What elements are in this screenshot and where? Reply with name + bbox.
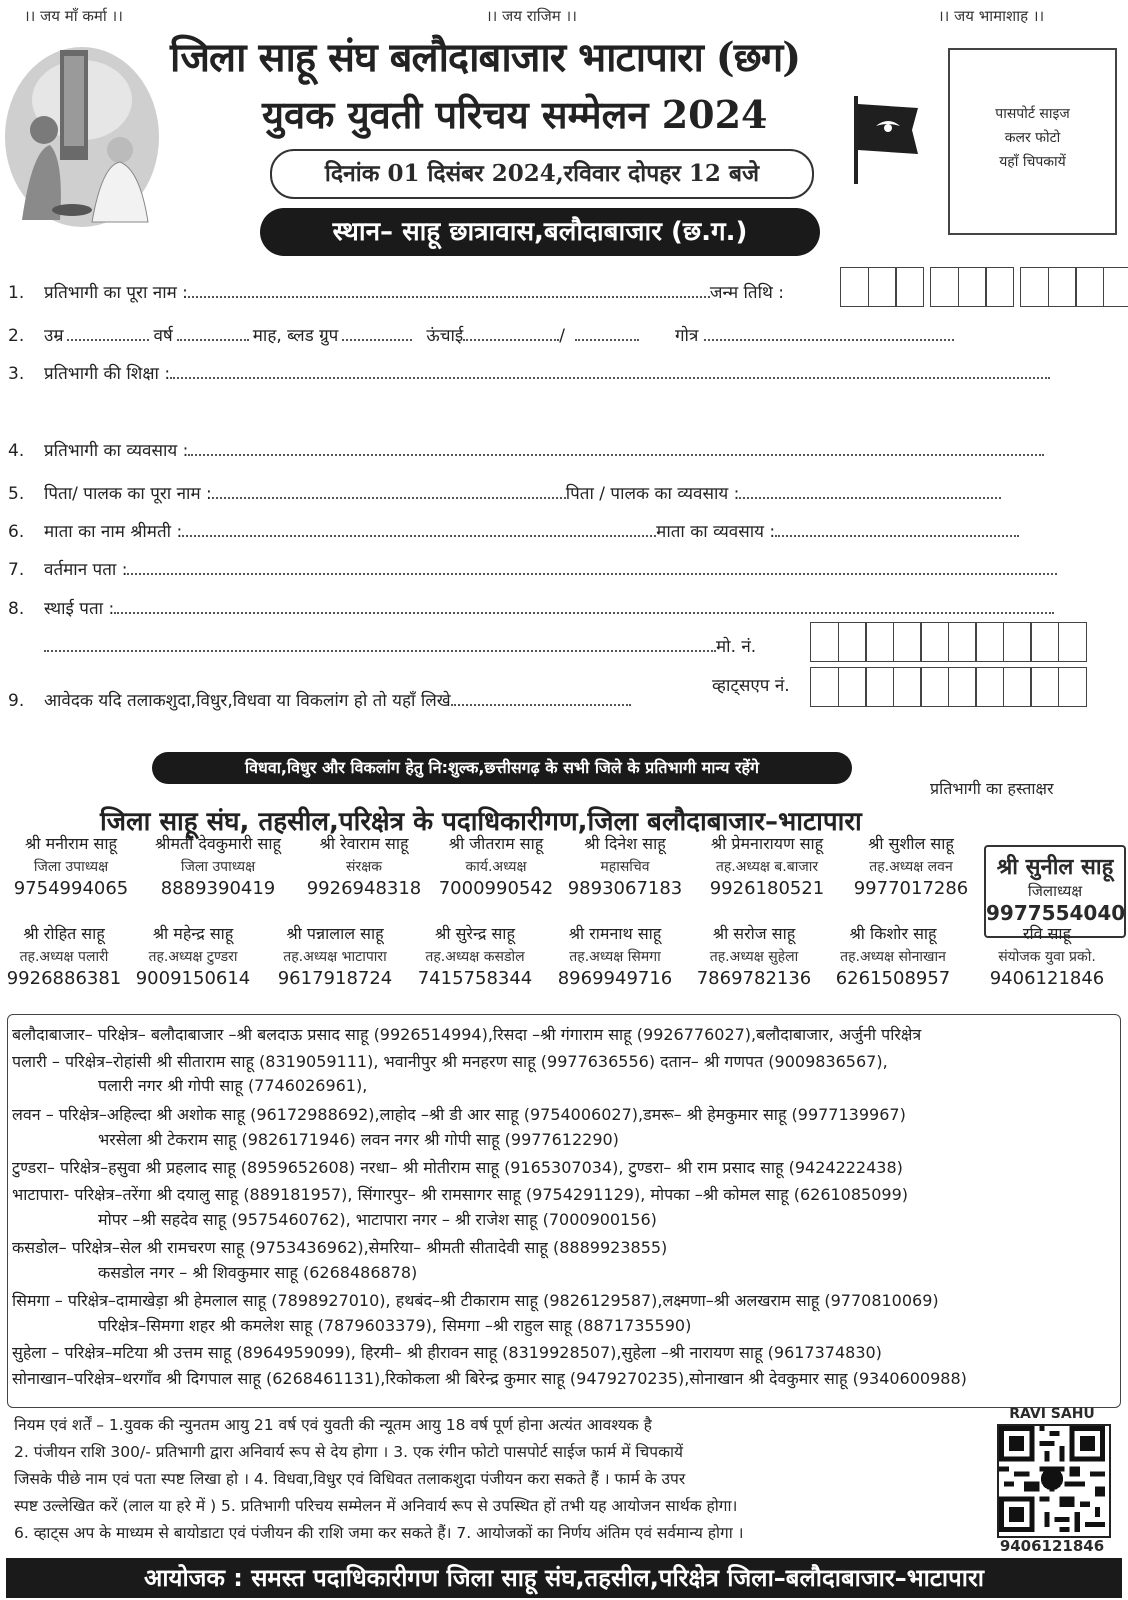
- officer-phone: 6261508957: [835, 968, 951, 989]
- officer-name: श्री रेवाराम साहू: [319, 834, 409, 853]
- officer-role: तह.अध्यक्ष भाटापारा: [283, 949, 387, 965]
- officer-role: जिला उपाध्यक्ष: [33, 859, 109, 875]
- notice-banner: विधवा,विधुर और विकलांग हेतु नि:शुल्क,छत्तीसगढ़ के सभी जिले के प्रतिभागी मान्य रहेंगे: [152, 752, 852, 784]
- field-number: 4.: [8, 441, 25, 461]
- officer-phone: 8889390419: [160, 878, 276, 899]
- father-occupation-label: पिता / पालक का व्यवसाय :: [565, 484, 740, 504]
- area-line: मोपर –श्री सहदेव साहू (9575460762), भाटापारा नगर – श्री राजेश साहू (7000900156): [98, 1210, 657, 1229]
- whatsapp-boxes[interactable]: [810, 667, 1085, 707]
- header-jay-rajim: ।। जय राजिम ।।: [486, 7, 577, 25]
- field-number: 5.: [8, 484, 25, 504]
- blood-group-input[interactable]: [342, 325, 412, 341]
- father-name-input[interactable]: [212, 483, 566, 499]
- officer-name: श्री दिनेश साहू: [584, 834, 666, 853]
- years-label: वर्ष: [153, 326, 173, 346]
- mobile-label: मो. नं.: [716, 637, 757, 657]
- officer-name: श्री सरोज साहू: [712, 924, 796, 943]
- current-address-input[interactable]: [127, 559, 1057, 575]
- area-line: टुण्डरा– परिक्षेत्र–हसुवा श्री प्रहलाद साहू (8959652608) नरधा– श्री मोतीराम साहू (9165307034), टुण्डरा– श्री राम प्रसाद साहू (9424222438): [12, 1158, 903, 1177]
- field-number: 8.: [8, 599, 25, 619]
- president-name: श्री सुनील साहू: [996, 855, 1114, 880]
- field-mobile: [44, 634, 756, 657]
- field-label: प्रतिभागी का पूरा नाम :: [44, 283, 188, 303]
- area-line: सुहेला – परिक्षेत्र–मटिया श्री उत्तम साहू (8964959099), हिरमी– श्री हीरावन साहू (8319928507),सुहेला –श्री नारायण साहू (9617374830): [12, 1343, 882, 1362]
- officer-name: श्री पन्नालाल साहू: [286, 924, 384, 943]
- area-line: लवन – परिक्षेत्र–अहिल्दा श्री अशोक साहू (96172988692),लाहोद –श्री डी आर साहू (9754006027),डमरू– श्री हेमकुमार साहू (9977139967): [12, 1105, 906, 1124]
- area-line: कसडोल नगर – श्री शिवकुमार साहू (6268486878): [98, 1263, 418, 1282]
- whatsapp-label: व्हाट्सएप नं.: [712, 676, 790, 696]
- officer-phone: 7415758344: [417, 968, 533, 989]
- event-date: दिनांक 01 दिसंबर 2024,रविवार दोपहर 12 बजे: [270, 149, 814, 199]
- dob-boxes[interactable]: [840, 267, 1128, 307]
- mother-name-label: माता का नाम श्रीमती :: [44, 522, 183, 542]
- officer-name: श्री रामनाथ साहू: [568, 924, 662, 943]
- officers-title: जिला साहू संघ, तहसील,परिक्षेत्र के पदाधिकारीगण,जिला बलौदाबाजार–भाटापारा: [100, 807, 862, 837]
- flag-icon: [852, 94, 922, 186]
- mother-name-input[interactable]: [182, 521, 656, 537]
- officer-name: रवि साहू: [1022, 924, 1072, 943]
- officer-role: तह.अध्यक्ष लवन: [869, 859, 953, 875]
- officer-phone: 9754994065: [13, 878, 129, 899]
- area-coordinators-box: [7, 1014, 1121, 1408]
- officer-name: श्री जीतराम साहू: [448, 834, 544, 853]
- area-line: पलारी – परिक्षेत्र–रोहांसी श्री सीताराम साहू (8319059111), भवानीपुर श्री मनहरण साहू (9977636556) दतान– श्री गणपत (9009836567),: [12, 1052, 888, 1071]
- officer-card: [410, 922, 540, 989]
- officer-phone: 9617918724: [277, 968, 393, 989]
- field-number: 2.: [8, 326, 25, 346]
- rule-line: स्पष्ट उल्लेखित करें (लाल या हरे में ) 5. प्रतिभागी परिचय सम्मेलन में अनिवार्य रूप से उपस्थित हों तभी यह आयोजन सार्थक होगा।: [14, 1497, 738, 1515]
- photo-label-2: कलर फोटो: [1004, 130, 1061, 146]
- officer-name: श्री रोहित साहू: [23, 924, 105, 943]
- mobile-boxes[interactable]: [810, 622, 1085, 662]
- field-number: 6.: [8, 522, 25, 542]
- officer-role: तह.अध्यक्ष सोनाखान: [840, 949, 946, 965]
- officer-card: [126, 922, 260, 989]
- area-line: भरसेला श्री टेकराम साहू (9826171946) लवन नगर श्री गोपी साहू (9977612290): [98, 1130, 619, 1149]
- officer-name: श्री महेन्द्र साहू: [152, 924, 234, 943]
- field-current-address: [8, 557, 1057, 580]
- gotra-label: गोत्र: [674, 326, 699, 346]
- officer-phone: 9893067183: [567, 878, 683, 899]
- permanent-address-input-2[interactable]: [44, 636, 716, 652]
- header-jay-karma: ।। जय माँ कर्मा ।।: [24, 7, 123, 25]
- officer-role: जिला उपाध्यक्ष: [180, 859, 256, 875]
- rule-line: 6. व्हाट्स अप के माध्यम से बायोडाटा एवं पंजीयन की राशि जमा कर सकते हैं। 7. आयोजकों का निर्णय अंतिम एवं सर्वमान्य होगा ।: [14, 1524, 744, 1542]
- field-number: 3.: [8, 364, 25, 384]
- height-input-in[interactable]: [575, 325, 639, 341]
- qr-label-top: RAVI SAHU: [1009, 1406, 1095, 1422]
- father-name-label: पिता/ पालक का पूरा नाम :: [44, 484, 212, 504]
- area-line: बलौदाबाजार– परिक्षेत्र– बलौदाबाजार –श्री बलदाऊ प्रसाद साहू (9926514994),रिसदा –श्री गंगाराम साहू (9926776027),बलौदाबाजार, अर्जुनी परिक्षेत्र: [12, 1025, 922, 1044]
- field-permanent-address: [8, 596, 1054, 619]
- field-participant-name: [8, 280, 784, 303]
- officer-phone: 9009150614: [135, 968, 251, 989]
- officer-phone: 9406121846: [989, 968, 1105, 989]
- age-months-input[interactable]: [177, 325, 249, 341]
- officer-role: तह.अध्यक्ष सिमगा: [569, 949, 661, 965]
- officer-card: [968, 922, 1126, 989]
- officer-phone: 7869782136: [696, 968, 812, 989]
- officer-card: [818, 922, 968, 989]
- officer-role: तह.अध्यक्ष सुहेला: [709, 949, 799, 965]
- officer-name: श्री सुशील साहू: [868, 834, 954, 853]
- occupation-label: प्रतिभागी का व्यवसाय :: [44, 441, 189, 461]
- officer-card: [260, 922, 410, 989]
- officer-name: श्री प्रेमनारायण साहू: [710, 834, 824, 853]
- field-number: 1.: [8, 283, 25, 303]
- officer-phone: 9926886381: [6, 968, 122, 989]
- rule-line: नियम एवं शर्तें – 1.युवक की न्युनतम आयु 21 वर्ष एवं युवती की न्यूतम आयु 18 वर्ष पूर्ण होना अत्यंत आवश्यक है: [14, 1416, 652, 1434]
- officer-phone: 9977017286: [853, 878, 969, 899]
- height-separator: /: [559, 326, 565, 346]
- field-mother: [8, 519, 1019, 542]
- occupation-input[interactable]: [188, 440, 1044, 456]
- signature-label: प्रतिभागी का हस्ताक्षर: [930, 779, 1054, 798]
- area-line: कसडोल– परिक्षेत्र–सेल श्री रामचरण साहू (9753436962),सेमरिया– श्रीमती सीतादेवी साहू (8889923855): [12, 1238, 668, 1257]
- officer-role: तह.अध्यक्ष कसडोल: [425, 949, 525, 965]
- gotra-input[interactable]: [704, 325, 954, 341]
- officer-role: तह.अध्यक्ष पलारी: [19, 949, 109, 965]
- area-line: पलारी नगर श्री गोपी साहू (7746026961),: [98, 1076, 368, 1095]
- qr-code[interactable]: [997, 1424, 1111, 1538]
- name-input[interactable]: [188, 282, 710, 298]
- officer-name: श्रीमती देवकुमारी साहू: [154, 834, 281, 853]
- photo-label-3: यहाँ चिपकायें: [999, 154, 1066, 170]
- area-line: परिक्षेत्र–सिमगा शहर श्री कमलेश साहू (7879603379), सिमगा –श्री राहुल साहू (8871735590): [98, 1316, 692, 1335]
- organizer-footer: आयोजक : समस्त पदाधिकारीगण जिला साहू संघ,तहसील,परिक्षेत्र जिला–बलौदाबाजार–भाटापारा: [6, 1558, 1122, 1598]
- page-subtitle: युवक युवती परिचय सम्मेलन 2024: [262, 92, 768, 137]
- marital-status-label: आवेदक यदि तलाकशुदा,विधुर,विधवा या विकलांग हो तो यहाँ लिखे: [44, 691, 451, 711]
- president-role: जिलाध्यक्ष: [1027, 882, 1083, 900]
- officer-card: [4, 832, 138, 899]
- field-marital-note: [8, 688, 631, 711]
- officer-card: [298, 832, 430, 899]
- officer-card: [430, 832, 562, 899]
- area-line: सिमगा – परिक्षेत्र–दामाखेड़ा श्री हेमलाल साहू (7898927010), हथबंद–श्री टीकाराम साहू (9826129587),लक्ष्मणा–श्री अलखराम साहू (9770810069): [12, 1291, 939, 1310]
- area-line: सोनाखान–परिक्षेत्र–थरगाँव श्री दिगपाल साहू (6268461131),रिकोकला श्री बिरेन्द्र कुमार साहू (9479270235),सोनाखान श्री देवकुमार साहू (9340600988): [12, 1369, 967, 1388]
- officer-card: [846, 832, 976, 899]
- officer-phone: 7000990542: [438, 878, 554, 899]
- rule-line: जिसके पीछे नाम एवं पता स्पष्ट लिखा हो । 4. विधवा,विधुर एवं विधिवत तलाकशुदा पंजीयन करा सकते हैं । फार्म के उपर: [14, 1470, 686, 1488]
- height-input-ft[interactable]: [463, 325, 559, 341]
- education-label: प्रतिभागी की शिक्षा :: [44, 364, 171, 384]
- mother-occupation-label: माता का व्यवसाय :: [656, 522, 776, 542]
- field-father: [8, 481, 1001, 504]
- officer-card: [138, 832, 298, 899]
- officer-role: तह.अध्यक्ष टुण्डरा: [148, 949, 238, 965]
- officer-card: [540, 922, 690, 989]
- officer-card: [690, 922, 818, 989]
- field-number: 9.: [8, 691, 25, 711]
- qr-label-bottom: 9406121846: [999, 1537, 1105, 1555]
- officer-name: श्री सुरेन्द्र साहू: [435, 924, 515, 943]
- officer-card: [562, 832, 688, 899]
- officer-name: श्री किशोर साहू: [849, 924, 937, 943]
- officer-card: [688, 832, 846, 899]
- current-address-label: वर्तमान पता :: [44, 560, 128, 580]
- officer-role: तह.अध्यक्ष ब.बाजार: [715, 859, 819, 875]
- education-input[interactable]: [170, 363, 1050, 379]
- event-venue: स्थान– साहू छात्रावास,बलौदाबाजार (छ.ग.): [260, 208, 820, 256]
- officer-role: महासचिव: [600, 859, 650, 875]
- officer-role: संरक्षक: [346, 859, 382, 875]
- officer-role: कार्य.अध्यक्ष: [465, 859, 527, 875]
- field-number: 7.: [8, 560, 25, 580]
- deity-image: [2, 40, 162, 230]
- officer-phone: 9926180521: [709, 878, 825, 899]
- president-phone: 9977554040: [986, 901, 1126, 925]
- officer-name: श्री मनीराम साहू: [25, 834, 117, 853]
- age-years-input[interactable]: [67, 325, 149, 341]
- officer-card: [2, 922, 126, 989]
- page-title: जिला साहू संघ बलौदाबाजार भाटापारा (छग): [170, 34, 801, 81]
- father-occupation-input[interactable]: [739, 483, 1001, 499]
- rule-line: 2. पंजीयन राशि 300/- प्रतिभागी द्वारा अनिवार्य रूप से देय होगा । 3. एक रंगीन फोटो पासपोर्ट साईज फार्म में चिपकायें: [14, 1443, 683, 1461]
- age-label: उम्र: [44, 326, 64, 346]
- photo-placeholder[interactable]: [948, 48, 1117, 235]
- officer-role: संयोजक युवा प्रको.: [998, 949, 1096, 965]
- header-jay-bhamashah: ।। जय भामाशाह ।।: [938, 7, 1045, 25]
- officer-phone: 9926948318: [306, 878, 422, 899]
- blood-group-label: माह, ब्लड ग्रुप: [252, 326, 339, 346]
- area-line: भाटापारा- परिक्षेत्र–तरेंगा श्री दयालु साहू (889181957), सिंगारपुर– श्री रामसागर साहू (9754291129), मोपका –श्री कोमल साहू (6261085099): [12, 1185, 909, 1204]
- officer-phone: 8969949716: [557, 968, 673, 989]
- mother-occupation-input[interactable]: [775, 521, 1019, 537]
- permanent-address-input[interactable]: [114, 598, 1054, 614]
- dob-label: जन्म तिथि :: [709, 283, 785, 303]
- field-education: [8, 361, 1050, 384]
- photo-label-1: पासपोर्ट साइज: [995, 106, 1070, 122]
- marital-status-input[interactable]: [451, 690, 631, 706]
- field-age: [8, 323, 954, 346]
- field-occupation: [8, 438, 1044, 461]
- permanent-address-label: स्थाई पता :: [44, 599, 115, 619]
- height-label: ऊंचाई: [426, 326, 464, 346]
